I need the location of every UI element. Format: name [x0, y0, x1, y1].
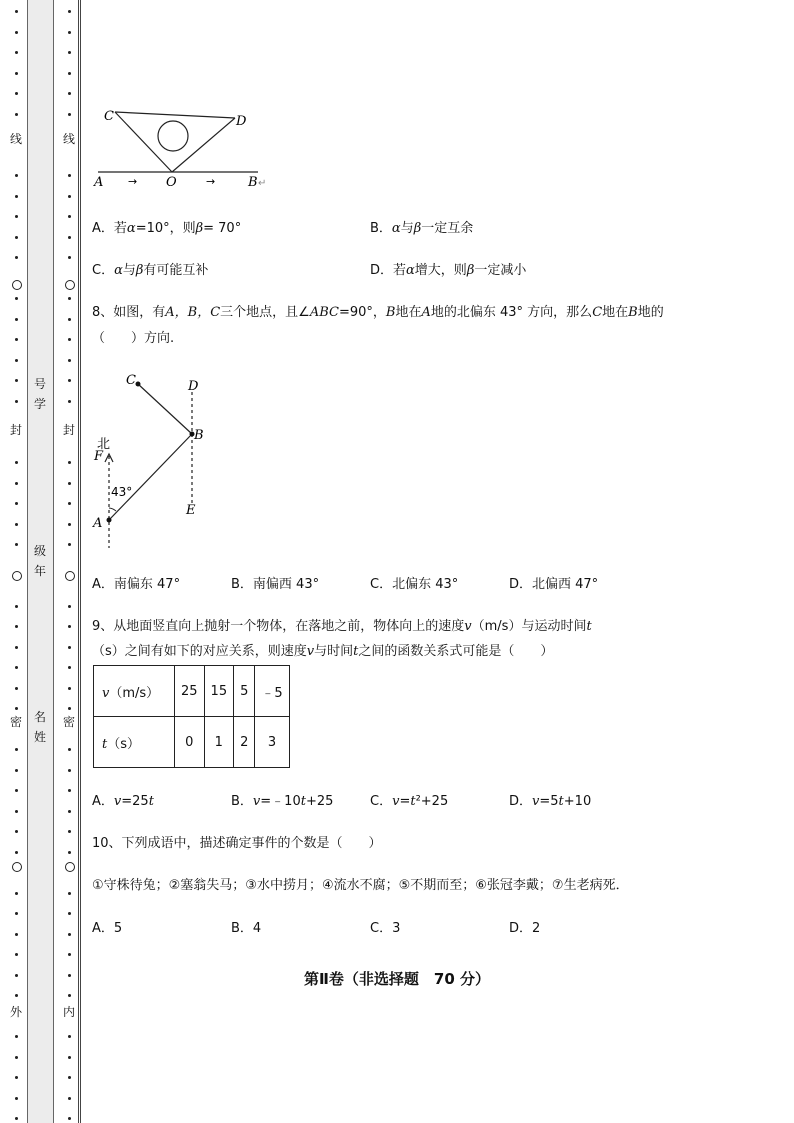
q9-option-b: B．v=﹣10t+25 [231, 794, 334, 809]
gutter-outer-dot [15, 687, 18, 690]
gutter-inner-circle [65, 571, 75, 581]
gutter-inner-dot [68, 338, 71, 341]
fig7-label-d: D [236, 114, 247, 129]
gutter-inner-dot [68, 72, 71, 75]
q10-option-c: C．3 [370, 921, 401, 936]
gutter-inner-char: 密 [62, 715, 75, 729]
gutter-outer-char: 线 [9, 132, 22, 146]
gutter-inner-dot [68, 236, 71, 239]
gutter-outer-dot [15, 482, 18, 485]
gutter-outer-dot [15, 892, 18, 895]
table-cell: 2 [234, 717, 255, 768]
gutter-inner-dot [68, 461, 71, 464]
table-cell: ﹣5 [255, 666, 289, 717]
q7-option-c: C．α与β有可能互补 [92, 263, 209, 278]
fig8-label-c: C [126, 373, 136, 388]
fig7-label-o: O [166, 175, 177, 190]
q8-option-c: C．北偏东 43° [370, 577, 459, 592]
gutter-outer-dot [15, 1076, 18, 1079]
q7-option-d: D．若α增大，则β一定减小 [370, 263, 527, 278]
gutter-inner-dot [68, 748, 71, 751]
gutter-inner-circle [65, 280, 75, 290]
gutter-inner-dot [68, 707, 71, 710]
q10-idioms: ①守株待兔；②塞翁失马；③水中捞月；④流水不腐；⑤不期而至；⑥张冠李戴；⑦生老病死． [92, 878, 629, 893]
gutter-outer-dot [15, 994, 18, 997]
gutter-outer-char: 密 [9, 715, 22, 729]
gutter-outer-dot [15, 1035, 18, 1038]
q10-option-a: A．5 [92, 921, 123, 936]
gutter-outer-dot [15, 523, 18, 526]
fig8-label-d: D [188, 379, 199, 394]
gutter-inner-dot [68, 625, 71, 628]
gutter-outer-dot [15, 830, 18, 833]
fig7-arrow-right: → [206, 175, 216, 188]
q8-option-b: B．南偏西 43° [231, 577, 320, 592]
gutter-inner-dot [68, 933, 71, 936]
table-cell: 3 [255, 717, 289, 768]
gutter-inner-char: 线 [62, 132, 75, 146]
gutter-outer-dot [15, 666, 18, 669]
gutter-outer-dot [15, 174, 18, 177]
gutter-outer-dot [15, 1117, 18, 1120]
gutter-outer-char: 外 [9, 1005, 22, 1019]
gutter-inner-dot [68, 830, 71, 833]
gutter-outer-dot [15, 953, 18, 956]
fig7-label-c: C [104, 109, 114, 124]
q7-option-b: B．α与β一定互余 [370, 221, 474, 236]
binding-line-right [80, 0, 81, 1123]
gutter-inner-circle [65, 862, 75, 872]
q10-option-d: D．2 [509, 921, 541, 936]
gutter-inner-dot [68, 379, 71, 382]
gutter-inner-dot [68, 1035, 71, 1038]
gutter-outer-dot [15, 338, 18, 341]
q8-option-a: A．南偏东 47° [92, 577, 181, 592]
binding-strip [27, 0, 54, 1123]
table-cell: 1 [204, 717, 234, 768]
gutter-inner-dot [68, 318, 71, 321]
q9-value-table [93, 665, 290, 768]
label-ming: 名 [33, 710, 46, 724]
fig7-label-a: A [94, 175, 104, 190]
gutter-outer-dot [15, 769, 18, 772]
gutter-inner-dot [68, 51, 71, 54]
gutter-outer-char: 封 [9, 423, 22, 437]
gutter-outer-dot [15, 1056, 18, 1059]
gutter-inner-char: 封 [62, 423, 75, 437]
gutter-inner-dot [68, 912, 71, 915]
gutter-inner-dot [68, 769, 71, 772]
fig8-label-f: F [94, 449, 104, 464]
gutter-inner-dot [68, 953, 71, 956]
gutter-outer-dot [15, 974, 18, 977]
fig8-label-a: A [93, 516, 103, 531]
gutter-outer-dot [15, 72, 18, 75]
label-xue: 学 [33, 397, 46, 411]
gutter-inner-dot [68, 810, 71, 813]
gutter-outer-dot [15, 461, 18, 464]
gutter-outer-dot [15, 31, 18, 34]
gutter-outer-circle [12, 571, 22, 581]
q10-question: 10、下列成语中，描述确定事件的个数是（ ） [92, 836, 382, 851]
gutter-outer-dot [15, 543, 18, 546]
gutter-inner-dot [68, 1117, 71, 1120]
gutter-outer-dot [15, 851, 18, 854]
q8-question-line2: （ ）方向. [92, 331, 175, 346]
gutter-inner-dot [68, 1076, 71, 1079]
label-hao: 号 [33, 377, 46, 391]
gutter-inner-dot [68, 174, 71, 177]
q9-question-line2: （s）之间有如下的对应关系，则速度v与时间t之间的函数关系式可能是（ ） [92, 644, 554, 659]
gutter-inner-dot [68, 1056, 71, 1059]
gutter-outer-dot [15, 215, 18, 218]
gutter-inner-dot [68, 256, 71, 259]
fig7-arrow-left: → [128, 175, 138, 188]
gutter-inner-char: 内 [62, 1005, 75, 1019]
table-row [94, 666, 290, 717]
gutter-inner-dot [68, 994, 71, 997]
gutter-outer-dot [15, 92, 18, 95]
gutter-outer-dot [15, 810, 18, 813]
gutter-outer-dot [15, 359, 18, 362]
q7-option-a: A．若α=10°，则β= 70° [92, 221, 242, 236]
gutter-inner-dot [68, 646, 71, 649]
gutter-inner-dot [68, 1097, 71, 1100]
table-header-cell: v（m/s） [94, 666, 175, 717]
gutter-inner-dot [68, 523, 71, 526]
label-ji: 级 [33, 544, 46, 558]
label-xing: 姓 [33, 730, 46, 744]
gutter-inner-dot [68, 687, 71, 690]
table-cell: 15 [204, 666, 234, 717]
figure-q8 [88, 368, 218, 553]
fig8-label-b: B [194, 428, 204, 443]
gutter-inner-dot [68, 215, 71, 218]
gutter-inner-dot [68, 359, 71, 362]
q8-option-d: D．北偏西 47° [509, 577, 599, 592]
fig8-label-north: 北 [97, 437, 111, 452]
q8-question-line1: 8、如图，有A，B，C三个地点，且∠ABC=90°，B地在A地的北偏东 43° 方向，那么C地在B地的 [92, 305, 664, 320]
gutter-outer-dot [15, 789, 18, 792]
fig7-return-mark: ↵ [258, 178, 267, 189]
gutter-inner-dot [68, 789, 71, 792]
fig8-label-e: E [186, 503, 196, 518]
gutter-outer-dot [15, 646, 18, 649]
gutter-outer-dot [15, 707, 18, 710]
q10-option-b: B．4 [231, 921, 262, 936]
gutter-outer-dot [15, 1097, 18, 1100]
q9-option-d: D．v=5t+10 [509, 794, 592, 809]
gutter-outer-dot [15, 400, 18, 403]
gutter-outer-circle [12, 862, 22, 872]
gutter-outer-dot [15, 502, 18, 505]
gutter-inner-dot [68, 892, 71, 895]
q9-question-line1: 9、从地面竖直向上抛射一个物体，在落地之前，物体向上的速度v（m/s）与运动时间t [92, 619, 592, 634]
gutter-outer-dot [15, 318, 18, 321]
table-cell: 5 [234, 666, 255, 717]
gutter-outer-dot [15, 748, 18, 751]
label-nian: 年 [33, 564, 46, 578]
gutter-inner-dot [68, 10, 71, 13]
gutter-inner-dot [68, 851, 71, 854]
gutter-inner-dot [68, 543, 71, 546]
gutter-outer-dot [15, 625, 18, 628]
figure-q7 [90, 100, 280, 195]
binding-line-left [78, 0, 79, 1123]
gutter-outer-dot [15, 51, 18, 54]
gutter-outer-dot [15, 297, 18, 300]
fig8-label-angle: 43° [111, 485, 133, 499]
gutter-inner-dot [68, 195, 71, 198]
gutter-inner-dot [68, 605, 71, 608]
gutter-inner-dot [68, 482, 71, 485]
q9-option-c: C．v=t²+25 [370, 794, 449, 809]
fig7-label-b: B [248, 175, 258, 190]
gutter-outer-dot [15, 912, 18, 915]
gutter-outer-dot [15, 605, 18, 608]
gutter-outer-dot [15, 379, 18, 382]
gutter-inner-dot [68, 974, 71, 977]
gutter-inner-dot [68, 113, 71, 116]
gutter-outer-circle [12, 280, 22, 290]
gutter-outer-dot [15, 113, 18, 116]
gutter-outer-dot [15, 256, 18, 259]
gutter-outer-dot [15, 10, 18, 13]
gutter-inner-dot [68, 92, 71, 95]
table-cell: 0 [175, 717, 205, 768]
gutter-inner-dot [68, 297, 71, 300]
gutter-inner-dot [68, 502, 71, 505]
gutter-outer-dot [15, 933, 18, 936]
table-row [94, 717, 290, 768]
gutter-outer-dot [15, 236, 18, 239]
gutter-inner-dot [68, 666, 71, 669]
gutter-outer-dot [15, 195, 18, 198]
section-title: 第Ⅱ卷（非选择题 70 分） [304, 970, 490, 988]
q9-option-a: A．v=25t [92, 794, 154, 809]
table-header-cell: t（s） [94, 717, 175, 768]
gutter-inner-dot [68, 400, 71, 403]
table-cell: 25 [175, 666, 205, 717]
gutter-inner-dot [68, 31, 71, 34]
